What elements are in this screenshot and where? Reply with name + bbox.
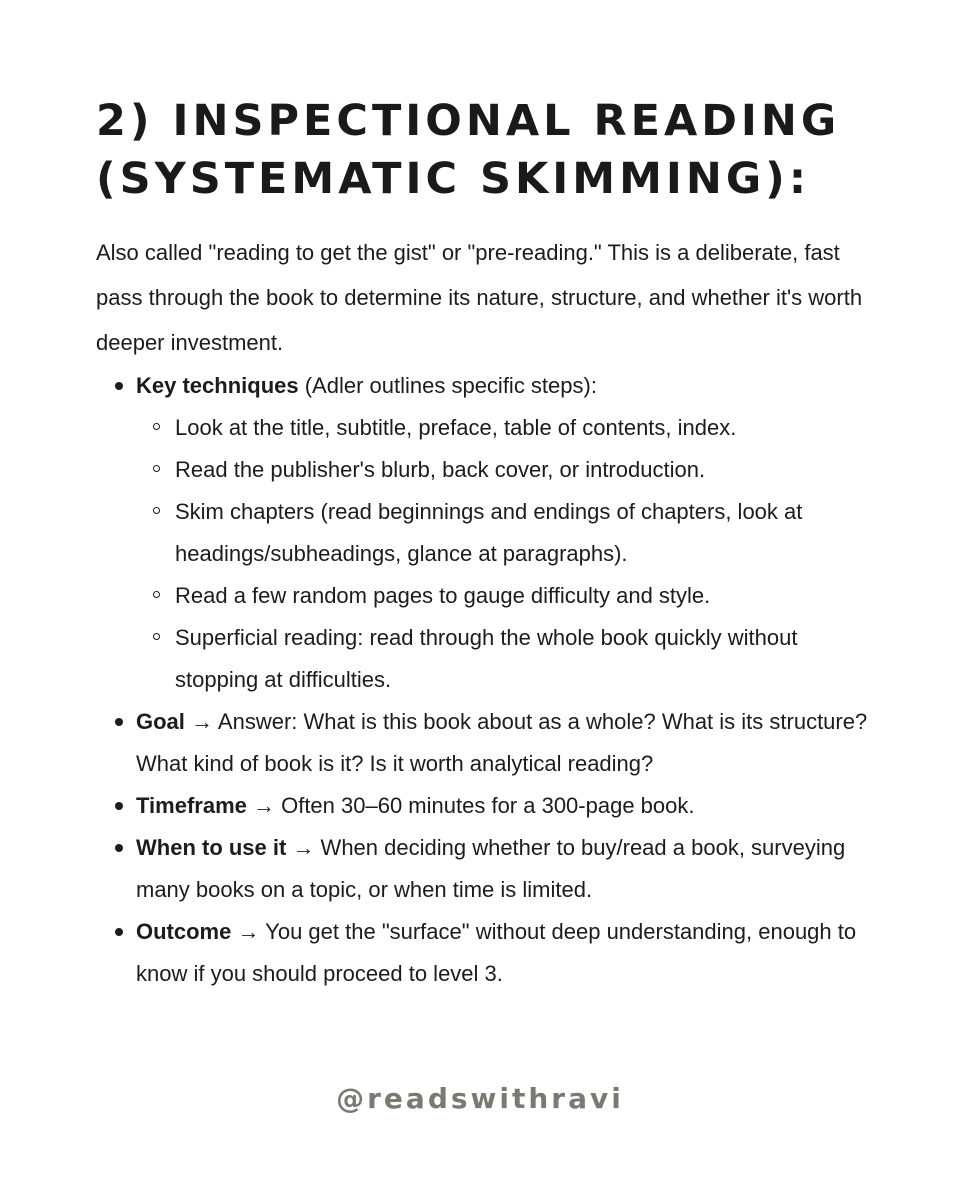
technique-step: Skim chapters (read beginnings and endings of chapters, look at headings/subheadings, glance at paragraphs). <box>136 491 876 575</box>
technique-step: Read a few random pages to gauge difficulty and style. <box>136 575 876 617</box>
bullet-key-techniques <box>96 365 876 701</box>
key-techniques-label: Key techniques <box>136 373 299 398</box>
outcome-label: Outcome <box>136 919 232 944</box>
key-techniques-text: (Adler outlines specific steps): <box>298 373 597 398</box>
outcome-text: → You get the "surface" without deep understanding, enough to know if you should proceed to level 3. <box>136 919 857 986</box>
technique-steps <box>136 407 876 701</box>
intro-paragraph: Also called "reading to get the gist" or "pre-reading." This is a deliberate, fast pass through the book to determine its nature, structure, and whether it's worth deeper investment. <box>96 240 863 355</box>
bullet-list <box>96 365 876 995</box>
title-line-1: 2) INSPECTIONAL READING <box>96 96 841 146</box>
title-line-2: (SYSTEMATIC SKIMMING): <box>96 154 811 204</box>
content <box>96 92 876 995</box>
when-to-use-text: → When deciding whether to buy/read a book, surveying many books on a topic, or when time is limited. <box>136 835 846 902</box>
goal-label: Goal <box>136 709 185 734</box>
bullet-when-to-use <box>96 827 876 911</box>
goal-text: → Answer: What is this book about as a whole? What is its structure? What kind of book is it? Is it worth analytical reading? <box>136 709 868 776</box>
technique-step: Superficial reading: read through the whole book quickly without stopping at difficulties. <box>136 617 876 701</box>
technique-step: Read the publisher's blurb, back cover, or introduction. <box>136 449 876 491</box>
bullet-timeframe <box>96 785 876 827</box>
author-handle: @readswithravi <box>336 1082 624 1115</box>
page-title <box>96 92 876 208</box>
bullet-goal <box>96 701 876 785</box>
when-to-use-label: When to use it <box>136 835 287 860</box>
technique-step: Look at the title, subtitle, preface, table of contents, index. <box>136 407 876 449</box>
timeframe-text: → Often 30–60 minutes for a 300-page book. <box>246 793 695 818</box>
timeframe-label: Timeframe <box>136 793 247 818</box>
bullet-outcome <box>96 911 876 995</box>
